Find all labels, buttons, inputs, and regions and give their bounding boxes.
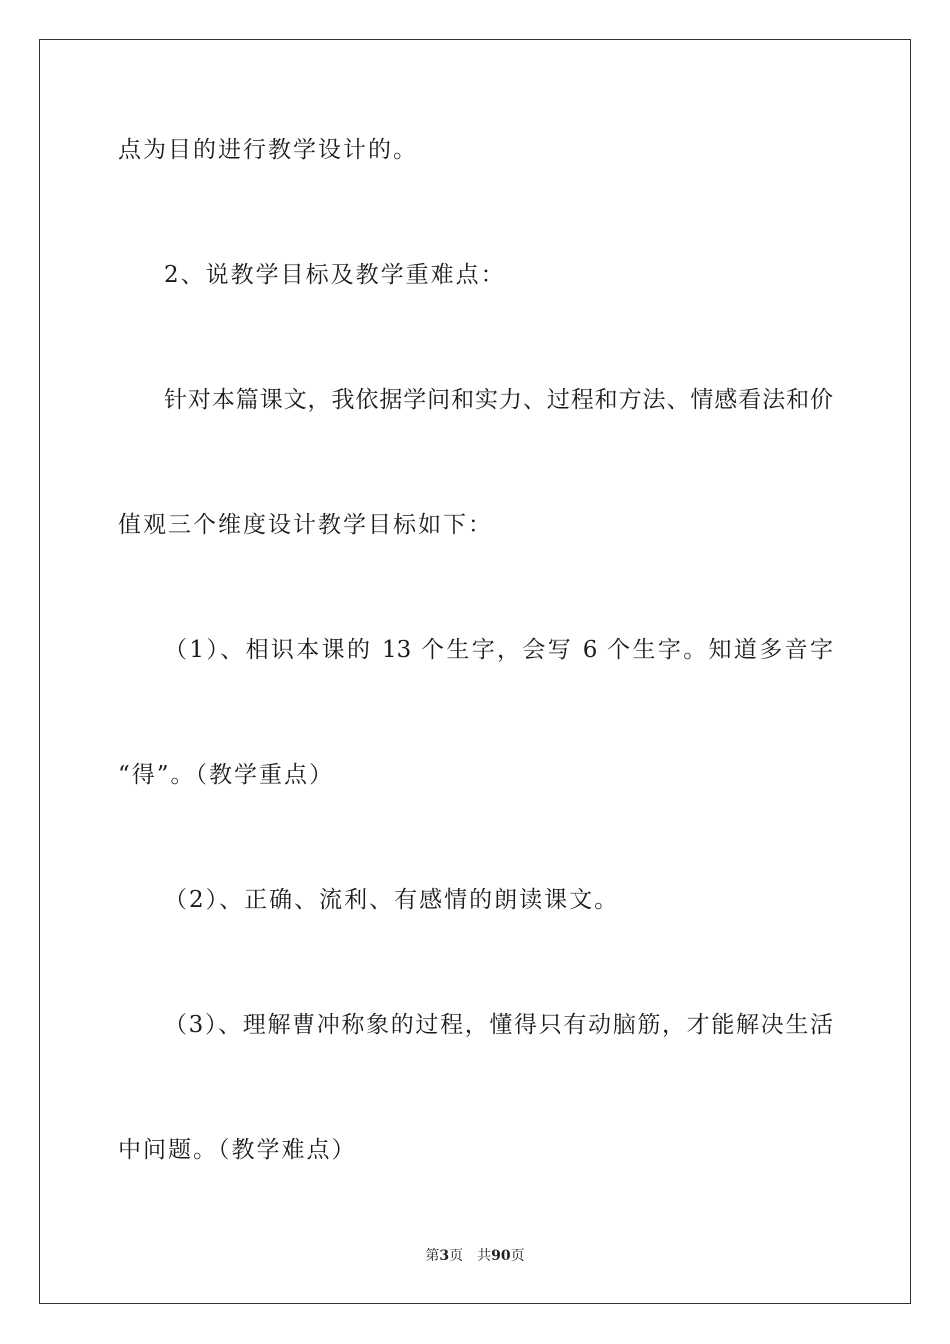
objective-3-line-2: 中问题。（教学难点）	[118, 1137, 357, 1163]
objective-3-line-1: （3）、理解曹冲称象的过程，懂得只有动脑筋，才能解决生活	[164, 1012, 833, 1038]
objective-1-line-2: “得”。（教学重点）	[118, 762, 335, 788]
footer-total-pages: 90	[491, 1248, 511, 1264]
objective-1-line-1: （1）、相识本课的 13 个生字，会写 6 个生字。知道多音字	[164, 637, 833, 663]
footer-page-suffix: 页	[449, 1248, 464, 1264]
footer-page-prefix: 第	[425, 1248, 440, 1264]
paragraph-line-4: 值观三个维度设计教学目标如下：	[118, 512, 493, 538]
footer-total-suffix: 页	[510, 1248, 525, 1264]
page-border	[39, 39, 911, 1304]
section-heading: 2、说教学目标及教学重难点：	[164, 262, 506, 288]
footer-total-prefix: 共	[477, 1248, 492, 1264]
paragraph-line-3: 针对本篇课文，我依据学问和实力、过程和方法、情感看法和价	[164, 387, 833, 413]
page-footer	[0, 1247, 950, 1265]
paragraph-line-1: 点为目的进行教学设计的。	[118, 137, 418, 163]
footer-page-number: 3	[439, 1248, 450, 1264]
objective-2-line: （2）、正确、流利、有感情的朗读课文。	[164, 887, 620, 913]
